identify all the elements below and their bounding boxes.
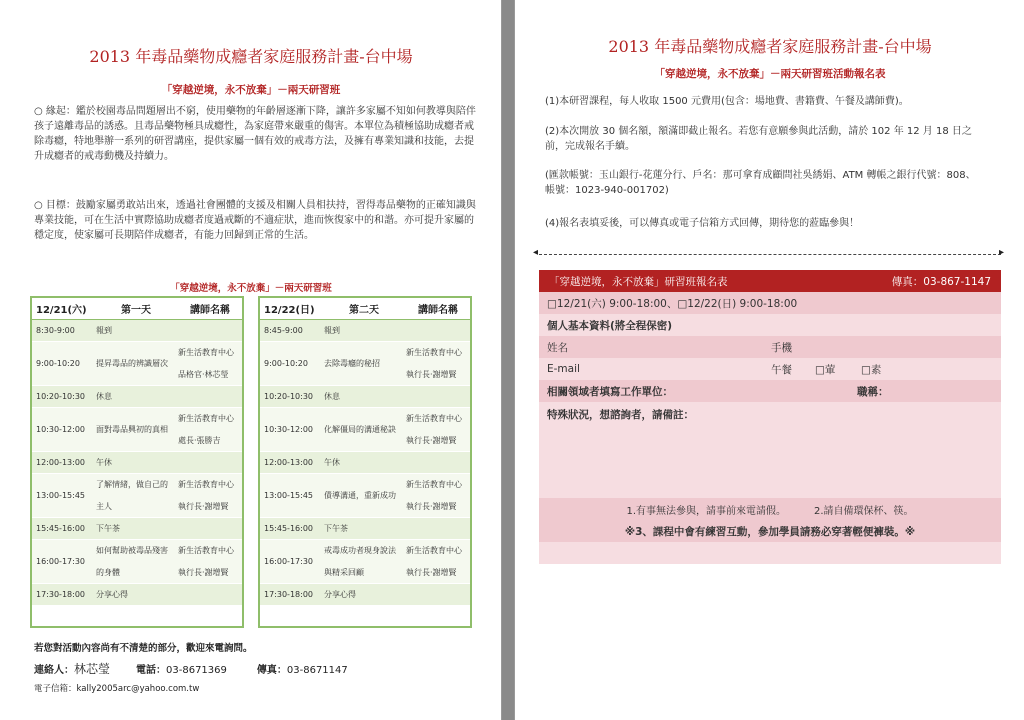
schedule-speaker-line: 處長‧張勝吉 [178, 435, 221, 445]
schedule-topic-line: 午休 [324, 457, 340, 467]
schedule-time [32, 320, 92, 341]
schedule-row [260, 408, 470, 452]
schedule-time-text: 13:00-15:45 [264, 490, 313, 500]
schedule-speaker [404, 408, 470, 451]
schedule-speaker [404, 342, 470, 385]
schedule-speaker [404, 584, 470, 605]
schedule-row [32, 474, 242, 518]
schedule-topic-line: 與精采回顧 [324, 567, 364, 577]
schedule-speaker [404, 320, 470, 341]
schedule-topic [92, 474, 176, 517]
right-page [514, 0, 1024, 720]
schedule-topic-line: 下午茶 [96, 523, 120, 533]
schedule-topic-line: 主人 [96, 501, 112, 511]
schedule-speaker [176, 540, 242, 583]
schedule-row [260, 320, 470, 342]
schedule-speaker-line: 新生活教育中心 [178, 545, 234, 555]
email-line [34, 682, 199, 694]
schedule-row [32, 584, 242, 606]
schedule-speaker [404, 452, 470, 473]
schedule-time [260, 540, 320, 583]
schedule-row [260, 518, 470, 540]
form-workplace-label: 相關領域者填寫工作單位： [547, 385, 673, 398]
schedule-topic-line: 下午茶 [324, 523, 348, 533]
schedule-speaker-line: 新生活教育中心 [178, 347, 234, 357]
schedule-row [32, 518, 242, 540]
schedule-topic-line: 報到 [324, 325, 340, 335]
form-header-title: 「穿越逆境，永不放棄」研習班報名表 [549, 275, 728, 288]
schedule-speaker-line: 執行長‧謝增賢 [178, 501, 229, 511]
form-header-fax: 傳真：03-867-1147 [891, 275, 991, 288]
goal-text: 鼓勵家屬勇敢站出來，透過社會團體的支援及相關人員相扶持，習得毒品藥物的正確知識與專業技能，可在生活中實際協助成癮者度過戒斷的不適症狀，進而恢復家中的和諧。亦可提升家屬的穩定度，使家屬可長期陪伴成癮者，有能力回歸到正常的生活。 [34, 200, 476, 241]
schedule-speaker-line: 執行長‧謝增賢 [406, 567, 457, 577]
email-value[interactable]: kally2005arc@yahoo.com.tw [76, 684, 200, 694]
form-special-label: 特殊狀況，想諮詢者，請備註： [547, 409, 694, 421]
schedule-time [32, 474, 92, 517]
schedule-topic [320, 320, 404, 341]
form-workplace-row[interactable] [539, 380, 1001, 402]
schedule-topic [92, 452, 176, 473]
arrow-right-icon: ▸ [999, 247, 1005, 258]
form-header-bar [539, 270, 1001, 292]
schedule-row [32, 540, 242, 584]
contact-line [34, 660, 474, 677]
schedule-row [32, 342, 242, 386]
schedule-time [260, 584, 320, 605]
info-item-1: (1)本研習課程，每人收取 1500 元費用(包含：場地費、書籍費、午餐及講師費)。 [545, 96, 909, 107]
schedule-topic [320, 408, 404, 451]
schedule-speaker [176, 320, 242, 341]
schedule-time-text: 15:45-16:00 [36, 523, 85, 533]
form-email-row[interactable] [539, 358, 1001, 380]
schedule-day1-body [32, 320, 242, 606]
schedule-row [260, 452, 470, 474]
origin-text: 鑑於校園毒品問題層出不窮，使用藥物的年齡層逐漸下降，讓許多家屬不知如何教導與陪伴孩子遠離毒品的誘惑。且毒品藥物極具成癮性，為家庭帶來嚴重的傷害。本單位為積極協助成癮者戒除毒癮，特地舉辦一系列的研習講座，提供家屬一個有效的戒毒方法，及擁有專業知識和技能，去提升成癮者的戒毒動機及持續力。 [34, 106, 476, 162]
day2-label: 第二天 [349, 305, 379, 316]
form-personal-row [539, 314, 1001, 336]
schedule-topic-line: 債導溝通，重新成功 [324, 490, 396, 500]
day2-speaker-header: 講師名稱 [418, 305, 458, 316]
schedule-time-text: 10:20-10:30 [264, 391, 313, 401]
info-item-3: (匯款帳號：玉山銀行-花蓮分行、戶名：那可拿育成顧問社吳綉娟、ATM 轉帳之銀行代號：808、帳號：1023-940-001702) [545, 170, 976, 196]
schedule-topic [320, 540, 404, 583]
form-note-1: 1.有事無法參與，請事前來電請假。 [626, 505, 786, 517]
schedule-speaker-line: 新生活教育中心 [178, 479, 234, 489]
phone-value: 03-8671369 [166, 665, 227, 676]
schedule-topic-line: 面對毒品興初的真相 [96, 424, 168, 434]
schedule-time [32, 386, 92, 407]
schedule-topic [320, 518, 404, 539]
day1-label: 第一天 [121, 305, 151, 316]
schedule-time-text: 12:00-13:00 [36, 457, 85, 467]
schedule-row [260, 584, 470, 606]
form-notes-row [539, 498, 1001, 520]
schedule-speaker-line: 執行長‧謝增賢 [406, 369, 457, 379]
form-dates[interactable]: □12/21(六) 9:00-18:00、□12/22(日) 9:00-18:00 [547, 297, 798, 310]
schedule-time [32, 584, 92, 605]
schedule-speaker-line: 新生活教育中心 [406, 479, 462, 489]
schedule-time-text: 8:30-9:00 [36, 325, 75, 335]
contact-name: 林芯瑩 [74, 662, 111, 676]
form-personal: 個人基本資料(將全程保密) [547, 319, 673, 332]
schedule-topic [92, 540, 176, 583]
schedule-day2 [258, 296, 472, 628]
schedule-topic-line: 提昇毒品的辨識層次 [96, 358, 168, 368]
schedule-time-text: 17:30-18:00 [36, 589, 85, 599]
schedule-time-text: 9:00-10:20 [264, 358, 308, 368]
schedule-day1-header [32, 298, 242, 320]
schedule-speaker [176, 386, 242, 407]
info-item-4: (4)報名表填妥後，可以傳真或電子信箱方式回傳，期待您的蒞臨參與！ [545, 218, 860, 229]
schedule-topic [320, 452, 404, 473]
form-meat-checkbox[interactable]: □葷 [815, 363, 836, 376]
schedule-row [32, 386, 242, 408]
schedule-speaker [404, 540, 470, 583]
left-title: 2013 年毒品藥物成癮者家庭服務計畫-台中場 [89, 47, 413, 66]
schedule-time-text: 8:45-9:00 [264, 325, 303, 335]
right-title: 2013 年毒品藥物成癮者家庭服務計畫-台中場 [608, 37, 932, 56]
right-subtitle: 「穿越逆境，永不放棄」－兩天研習班活動報名表 [654, 68, 886, 80]
schedule-topic-line: 去除毒癮的秘招 [324, 358, 380, 368]
schedule-time [32, 452, 92, 473]
schedule-topic-line: 午休 [96, 457, 112, 467]
schedule-row [32, 320, 242, 342]
email-label: 電子信箱： [34, 684, 77, 694]
schedule-time [32, 518, 92, 539]
schedule-time-text: 15:45-16:00 [264, 523, 313, 533]
schedule-speaker [176, 408, 242, 451]
form-note-3: ※3、課程中會有練習互動，參加學員請務必穿著輕便褲裝。※ [624, 525, 916, 538]
schedule-speaker-line: 執行長‧謝增賢 [406, 435, 457, 445]
schedule-topic [92, 518, 176, 539]
schedule-time [32, 408, 92, 451]
schedule-topic [92, 584, 176, 605]
schedule-topic-line: 化解僵局的溝通秘訣 [324, 424, 396, 434]
schedule-speaker [404, 386, 470, 407]
schedule-topic-line: 戒毒成功者現身說法 [324, 545, 396, 555]
schedule-time [32, 540, 92, 583]
schedule-time-text: 13:00-15:45 [36, 490, 85, 500]
schedule-speaker [176, 474, 242, 517]
fax-value: 03-8671147 [286, 665, 348, 676]
registration-form [539, 270, 1001, 564]
schedule-time-text: 16:00-17:30 [36, 556, 85, 566]
bullet-circle-icon: ○ [34, 200, 46, 211]
schedule-time-text: 10:20-10:30 [36, 391, 85, 401]
schedule-topic-line: 分享心得 [96, 589, 128, 599]
schedule-speaker [176, 584, 242, 605]
schedule-row [32, 408, 242, 452]
schedule-speaker [176, 452, 242, 473]
schedule-row [32, 452, 242, 474]
schedule-time [260, 408, 320, 451]
schedule-time-text: 17:30-18:00 [264, 589, 313, 599]
info-item-2: (2)本次開放 30 個名額，額滿即截止報名。若您有意願參與此活動，請於 102 年 12 月 18 日之前，完成報名手續。 [545, 126, 972, 152]
schedule-speaker [176, 518, 242, 539]
schedule-day2-body [260, 320, 470, 606]
contact-label: 連絡人： [34, 665, 74, 676]
form-job-title-label: 職稱： [857, 385, 889, 398]
schedule-speaker-line: 新生活教育中心 [406, 545, 462, 555]
schedule-topic [92, 342, 176, 385]
schedule-topic-line: 如何幫助被毒品殘害 [96, 545, 168, 555]
schedule-day1 [30, 296, 244, 628]
schedule-topic-line: 休息 [96, 391, 112, 401]
schedule-time [260, 518, 320, 539]
schedule-speaker-line: 新生活教育中心 [406, 347, 462, 357]
schedule-topic [92, 386, 176, 407]
schedule-time [260, 320, 320, 341]
schedule-topic [320, 342, 404, 385]
schedule-topic [320, 584, 404, 605]
form-veg-checkbox[interactable]: □素 [861, 363, 882, 376]
schedule-time-text: 12:00-13:00 [264, 457, 313, 467]
schedule-row [260, 540, 470, 584]
schedule-topic-line: 休息 [324, 391, 340, 401]
phone-label: 電話： [136, 665, 167, 676]
schedule-time-text: 10:30-12:00 [36, 424, 85, 434]
form-note-2: 2.請自備環保杯、筷。 [814, 505, 914, 517]
form-email-label: E-mail [547, 363, 580, 375]
schedule-topic-line: 分享心得 [324, 589, 356, 599]
day2-date: 12/22(日) [264, 305, 315, 316]
schedule-row [260, 342, 470, 386]
schedule-speaker [404, 518, 470, 539]
form-name-row[interactable] [539, 336, 1001, 358]
schedule-time-text: 16:00-17:30 [264, 556, 313, 566]
schedule-topic [320, 474, 404, 517]
schedule-time-text: 9:00-10:20 [36, 358, 80, 368]
day1-date: 12/21(六) [36, 305, 87, 316]
schedule-topic [92, 320, 176, 341]
bullet-circle-icon: ○ [34, 106, 46, 117]
origin-label: 緣起： [45, 106, 76, 117]
schedule-time [260, 342, 320, 385]
left-subtitle: 「穿越逆境，永不放棄」－兩天研習班 [161, 84, 341, 96]
schedule-topic-line: 的身體 [96, 567, 120, 577]
schedule-row [260, 386, 470, 408]
schedule-time [32, 342, 92, 385]
schedule-title: 「穿越逆境，永不放棄」－兩天研習班 [170, 283, 332, 294]
schedule-time [260, 474, 320, 517]
schedule-speaker-line: 執行長‧謝增賢 [406, 501, 457, 511]
schedule-speaker [176, 342, 242, 385]
footer-note: 若您對活動內容尚有不清楚的部分，歡迎來電詢問。 [34, 643, 253, 654]
origin-paragraph [34, 104, 482, 164]
form-dates-row[interactable] [539, 292, 1001, 314]
schedule-topic [320, 386, 404, 407]
cut-line-divider [539, 254, 1001, 255]
goal-paragraph [34, 198, 482, 243]
schedule-time-text: 10:30-12:00 [264, 424, 313, 434]
schedule-speaker-line: 新生活教育中心 [406, 413, 462, 423]
day1-speaker-header: 講師名稱 [190, 305, 230, 316]
form-lunch-label: 午餐 [771, 363, 792, 376]
schedule-speaker-line: 品格官‧林芯瑩 [178, 369, 229, 379]
fax-label: 傳真： [256, 665, 287, 676]
schedule-topic-line: 了解情緒，做自己的 [96, 479, 168, 489]
arrow-left-icon: ◂ [533, 247, 539, 258]
schedule-day2-header [260, 298, 470, 320]
form-name-label: 姓名 [547, 341, 568, 354]
schedule-row [260, 474, 470, 518]
form-mobile-label: 手機 [771, 341, 792, 354]
schedule-speaker [404, 474, 470, 517]
left-page [0, 0, 502, 720]
schedule-topic [92, 408, 176, 451]
schedule-topic-line: 報到 [96, 325, 112, 335]
schedule-time [260, 452, 320, 473]
schedule-speaker-line: 執行長‧謝增賢 [178, 567, 229, 577]
form-note3-row [539, 520, 1001, 542]
schedule-speaker-line: 新生活教育中心 [178, 413, 234, 423]
goal-label: 目標： [45, 200, 76, 211]
form-special-row[interactable] [539, 402, 1001, 498]
schedule-time [260, 386, 320, 407]
